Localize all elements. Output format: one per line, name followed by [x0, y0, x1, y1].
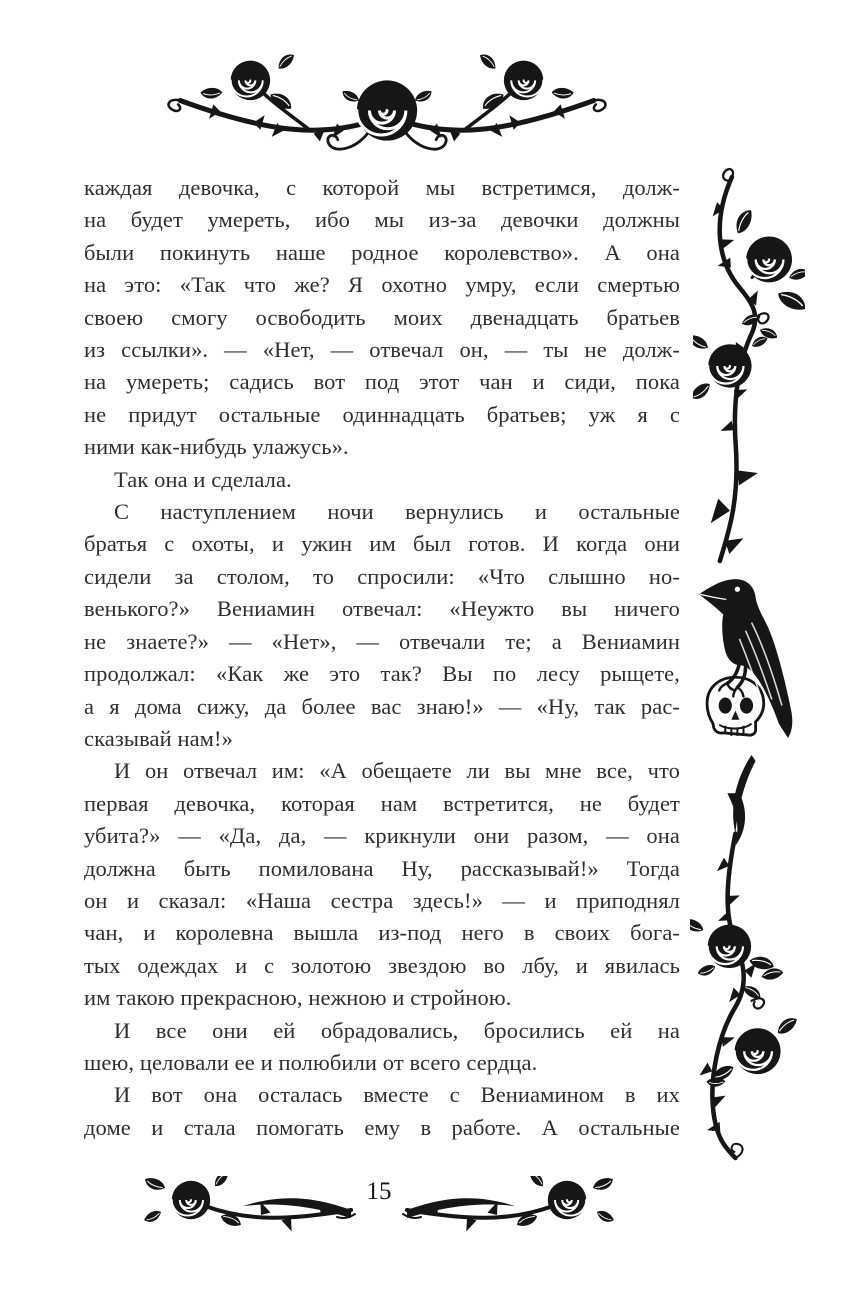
text-line: из ссылки». — «Нет, — отвечал он, — ты не долж-	[84, 337, 680, 363]
text-line: он и сказал: «Наша сестра здесь!» — и приподнял	[84, 887, 680, 913]
text-line: должна быть помилована Ну, рассказывай!» Тогда	[84, 855, 680, 881]
text-line: убита?» — «Да, да, — крикнули они разом, — она	[84, 823, 680, 849]
text-line: продолжал: «Как же это так? Вы по лесу рыщете,	[84, 661, 680, 687]
text-line: И он отвечал им: «А обещаете ли вы мне все, что	[114, 758, 680, 784]
text-line: своею смогу освободить моих двенадцать братьев	[84, 304, 680, 330]
text-line: на будет умереть, ибо мы из-за девочки должны	[84, 207, 680, 233]
raven-on-skull-illustration	[692, 570, 800, 742]
text-line: первая девочка, которая нам встретится, не будет	[84, 790, 680, 816]
skull	[707, 677, 764, 736]
text-line: а я дома сижу, да более вас знаю!» — «Ну, так рас-	[84, 693, 680, 719]
text-line: тых одеждах и с золотою звездою во лбу, и явилась	[84, 952, 680, 978]
text-line: С наступлением ночи вернулись и остальные	[114, 499, 680, 525]
text-line: венького?» Вениамин отвечал: «Неужто вы ничего	[84, 596, 680, 622]
text-line: не знаете?» — «Нет», — отвечали те; а Вениамин	[84, 628, 680, 654]
text-line: И вот она осталась вместе с Вениамином в их	[114, 1082, 680, 1108]
paragraph	[84, 172, 680, 464]
right-rose-vine-upper-ornament	[693, 167, 805, 569]
text-line: братья с охоты, и ужин им был готов. И когда они	[84, 531, 680, 557]
text-line: И все они ей обрадовались, бросились ей на	[114, 1017, 680, 1043]
paragraph	[84, 1079, 680, 1144]
text-line: сидели за столом, то спросили: «Что слышно но-	[84, 563, 680, 589]
paragraph	[84, 755, 680, 1014]
text-line: ними как-нибудь улажусь».	[84, 434, 349, 460]
text-line: сказывай нам!»	[84, 725, 233, 751]
text-line: им такою прекрасною, нежною и стройною.	[84, 985, 512, 1011]
text-line: шею, целовали ее и полюбили от всего сердца.	[84, 1049, 538, 1075]
paragraph	[84, 1015, 680, 1080]
text-line: не придут остальные одиннадцать братьев; уж я с	[84, 401, 680, 427]
top-rose-flourish-ornament	[158, 48, 616, 154]
text-line: чан, и королевна вышла из-под него в своих бога-	[84, 920, 680, 946]
text-line: Так она и сделала.	[114, 466, 292, 492]
text-line: на это: «Так что же? Я охотно умру, если смертью	[84, 272, 680, 298]
text-line: доме и стала помогать ему в работе. А остальные	[84, 1114, 680, 1140]
page-number: 15	[366, 1178, 392, 1205]
page-footer	[138, 1176, 620, 1238]
text-line: были покинуть наше родное королевство». А она	[84, 239, 680, 265]
text-line: на умереть; садись вот под этот чан и сиди, пока	[84, 369, 680, 395]
right-rose-vine-lower-ornament	[690, 753, 798, 1161]
text-line: каждая девочка, с которой мы встретимся, долж-	[84, 175, 680, 200]
story-text-block	[84, 172, 680, 1144]
paragraph	[84, 496, 680, 755]
paragraph	[84, 464, 680, 496]
